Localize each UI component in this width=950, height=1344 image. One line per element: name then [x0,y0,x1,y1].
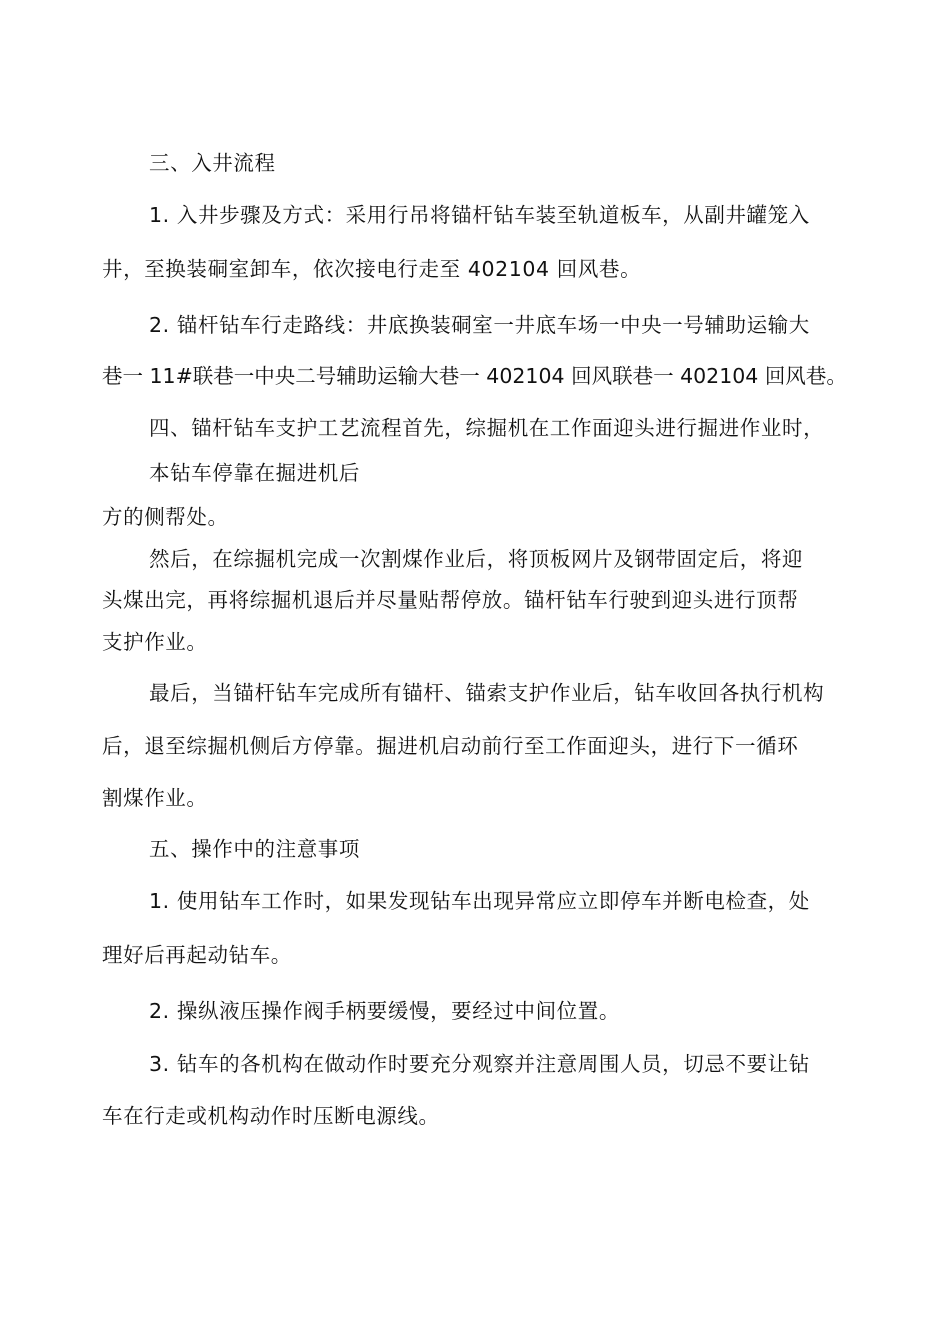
paragraph-then-line-3: 支护作业。 [102,630,208,654]
entry-step-2-line-2: 巷一 11#联巷一中央二号辅助运输大巷一 402104 回风联巷一 402104 回风巷。 [102,364,847,388]
entry-step-1-line-1: 1. 入井步骤及方式：采用行吊将锚杆钻车装至轨道板车，从副井罐笼入 [149,203,810,227]
precaution-3-line-1: 3. 钻车的各机构在做动作时要充分观察并注意周围人员，切忌不要让钻 [149,1052,810,1076]
precaution-1-line-1: 1. 使用钻车工作时，如果发现钻车出现异常应立即停车并断电检查，处 [149,889,810,913]
support-process-line-3: 方的侧帮处。 [102,505,229,529]
precaution-1-line-2: 理好后再起动钻车。 [102,943,292,967]
paragraph-finally-line-1: 最后，当锚杆钻车完成所有锚杆、锚索支护作业后，钻车收回各执行机构 [149,681,825,705]
paragraph-finally-line-3: 割煤作业。 [102,786,208,810]
section-heading-precautions: 五、操作中的注意事项 [149,837,360,861]
entry-step-1-line-2: 井，至换装硐室卸车，依次接电行走至 402104 回风巷。 [102,257,642,281]
precaution-3-line-2: 车在行走或机构动作时压断电源线。 [102,1104,440,1128]
support-process-line-2: 本钻车停靠在掘进机后 [149,461,360,485]
paragraph-finally-line-2: 后，退至综掘机侧后方停靠。掘进机启动前行至工作面迎头，进行下一循环 [102,734,799,758]
paragraph-then-line-2: 头煤出完，再将综掘机退后并尽量贴帮停放。锚杆钻车行驶到迎头进行顶帮 [102,588,799,612]
entry-step-2-line-1: 2. 锚杆钻车行走路线：井底换装硐室一井底车场一中央一号辅助运输大 [149,313,810,337]
section-heading-entry-process: 三、入井流程 [149,151,276,175]
section-heading-support-process: 四、锚杆钻车支护工艺流程首先，综掘机在工作面迎头进行掘进作业时， [149,416,825,440]
precaution-2-line-1: 2. 操纵液压操作阀手柄要缓慢，要经过中间位置。 [149,999,620,1023]
paragraph-then-line-1: 然后，在综掘机完成一次割煤作业后，将顶板网片及钢带固定后，将迎 [149,547,804,571]
